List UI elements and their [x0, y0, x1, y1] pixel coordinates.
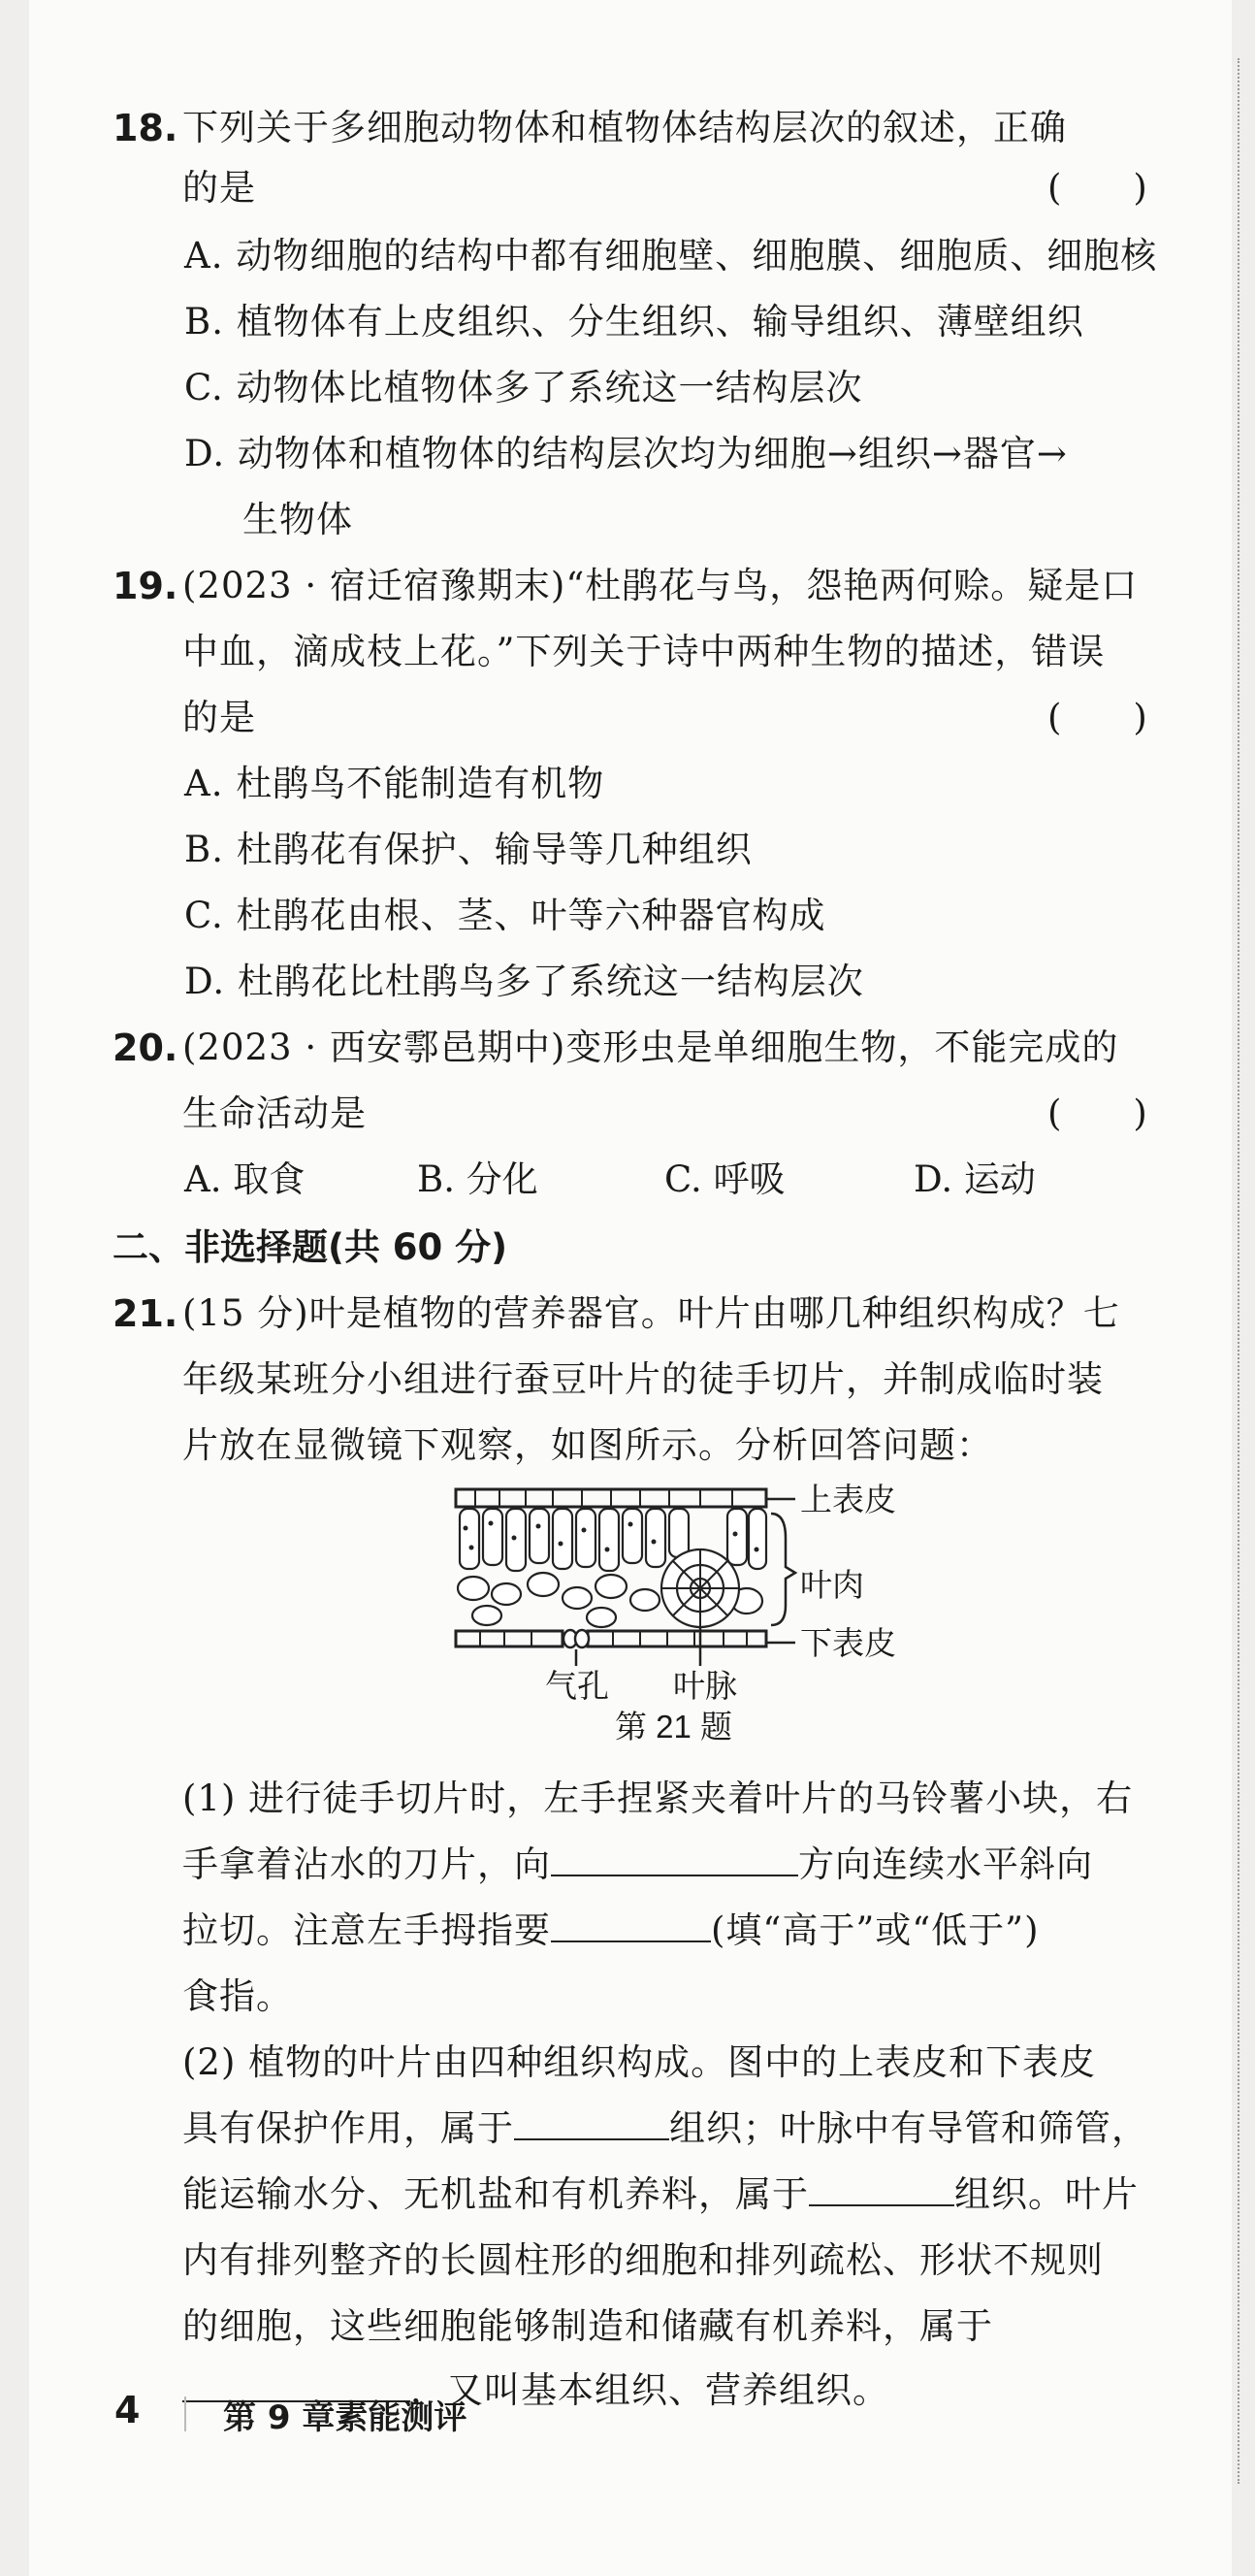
q21-part1-line3 [182, 1908, 1040, 1954]
question-18-option-d-line1: D. 动物体和植物体的结构层次均为细胞→组织→器官→ [184, 433, 1068, 474]
question-21-stem-line1: (15 分)叶是植物的营养器官。叶片由哪几种组织构成？七 [182, 1292, 1120, 1334]
figure-label-stoma: 气孔 [545, 1668, 609, 1704]
question-18-option-a: A. 动物细胞的结构中都有细胞壁、细胞膜、细胞质、细胞核 [184, 235, 1158, 277]
question-18-option-b: B. 植物体有上皮组织、分生组织、输导组织、薄壁组织 [184, 301, 1084, 342]
answer-blank-protective-tissue[interactable] [514, 2105, 669, 2140]
question-20-option-b: B. 分化 [417, 1158, 538, 1200]
page-number: 4 [114, 2389, 141, 2431]
q21-part1-line2 [182, 1842, 1093, 1888]
q21-part2-line2-text-b: 组织；叶脉中有导管和筛管， [669, 2107, 1148, 2149]
question-19-answer-paren: ( ) [1047, 697, 1147, 738]
q21-part1-line1: (1) 进行徒手切片时，左手捏紧夹着叶片的马铃薯小块，右 [182, 1777, 1134, 1819]
question-20-stem-line2: 生命活动是 [182, 1092, 367, 1134]
question-19-option-a: A. 杜鹃鸟不能制造有机物 [184, 763, 605, 804]
question-21-stem-line3: 片放在显微镜下观察，如图所示。分析回答问题： [182, 1424, 993, 1466]
question-18-option-d-line2: 生物体 [242, 499, 353, 540]
figure-caption: 第 21 题 [615, 1709, 733, 1745]
q21-part1-line3-text-b: (填“高于”或“低于”) [711, 1909, 1040, 1951]
question-19-option-b: B. 杜鹃花有保护、输导等几种组织 [184, 829, 753, 870]
section-2-heading: 二、非选择题(共 60 分) [113, 1226, 508, 1268]
q21-part2-line6-text-b: ，又叫基本组织、营养组织。 [410, 2369, 889, 2411]
q21-part2-line5: 的细胞，这些细胞能够制造和储藏有机养料，属于 [182, 2305, 993, 2347]
worksheet-page [29, 0, 1232, 2576]
q21-part1-line4: 食指。 [182, 1975, 293, 2017]
question-20-stem-line1: (2023 · 西安鄠邑期中)变形虫是单细胞生物，不能完成的 [182, 1027, 1119, 1068]
question-18-stem-line2: 的是 [182, 167, 256, 209]
q21-part2-line3 [182, 2171, 1139, 2218]
q21-part2-line2-text-a: 具有保护作用，属于 [182, 2107, 514, 2149]
question-19-option-c: C. 杜鹃花由根、茎、叶等六种器官构成 [184, 895, 826, 936]
footer-divider [184, 2397, 186, 2431]
question-20-option-c: C. 呼吸 [664, 1158, 786, 1200]
question-18-stem-line1: 下列关于多细胞动物体和植物体结构层次的叙述，正确 [182, 107, 1067, 148]
question-18-answer-paren: ( ) [1047, 167, 1147, 209]
answer-blank-cutting-direction[interactable] [551, 1842, 798, 1876]
question-21-number: 21. [113, 1292, 178, 1335]
question-20-number: 20. [113, 1027, 178, 1069]
question-19-stem-line2: 中血，滴成枝上花。”下列关于诗中两种生物的描述，错误 [182, 631, 1106, 672]
q21-part2-line1: (2) 植物的叶片由四种组织构成。图中的上表皮和下表皮 [182, 2041, 1097, 2083]
q21-part1-line2-text-b: 方向连续水平斜向 [798, 1843, 1093, 1885]
question-20-option-d: D. 运动 [914, 1158, 1036, 1200]
question-19-number: 19. [113, 565, 178, 607]
question-18-option-c: C. 动物体比植物体多了系统这一结构层次 [184, 367, 863, 408]
question-19-option-d: D. 杜鹃花比杜鹃鸟多了系统这一结构层次 [184, 961, 864, 1002]
q21-part2-line2 [182, 2105, 1148, 2152]
q21-part2-line3-text-a: 能运输水分、无机盐和有机养料，属于 [182, 2173, 809, 2215]
chapter-title: 第 9 章素能测评 [223, 2398, 467, 2437]
figure-label-vein: 叶脉 [673, 1668, 737, 1704]
figure-label-mesophyll: 叶肉 [800, 1567, 864, 1603]
question-18-number: 18. [113, 107, 178, 149]
q21-part1-line3-text-a: 拉切。注意左手拇指要 [182, 1909, 551, 1951]
question-20-option-a: A. 取食 [184, 1158, 306, 1200]
question-20-answer-paren: ( ) [1047, 1092, 1147, 1134]
dotted-margin-line [1238, 58, 1239, 2484]
question-19-stem-line1: (2023 · 宿迁宿豫期末)“杜鹃花与鸟，怨艳两何赊。疑是口 [182, 565, 1139, 606]
answer-blank-conducting-tissue[interactable] [809, 2171, 954, 2206]
q21-part2-line3-text-b: 组织。叶片 [954, 2173, 1139, 2215]
q21-part1-line2-text-a: 手拿着沾水的刀片，向 [182, 1843, 551, 1885]
q21-part2-line4: 内有排列整齐的长圆柱形的细胞和排列疏松、形状不规则 [182, 2239, 1104, 2281]
answer-blank-thumb-position[interactable] [551, 1908, 711, 1942]
leaf-cross-section-diagram [446, 1480, 824, 1674]
question-21-stem-line2: 年级某班分小组进行蚕豆叶片的徒手切片，并制成临时装 [182, 1358, 1104, 1400]
question-19-stem-line3: 的是 [182, 697, 256, 738]
figure-label-lower-epidermis: 下表皮 [800, 1625, 896, 1661]
figure-label-upper-epidermis: 上表皮 [800, 1482, 896, 1517]
